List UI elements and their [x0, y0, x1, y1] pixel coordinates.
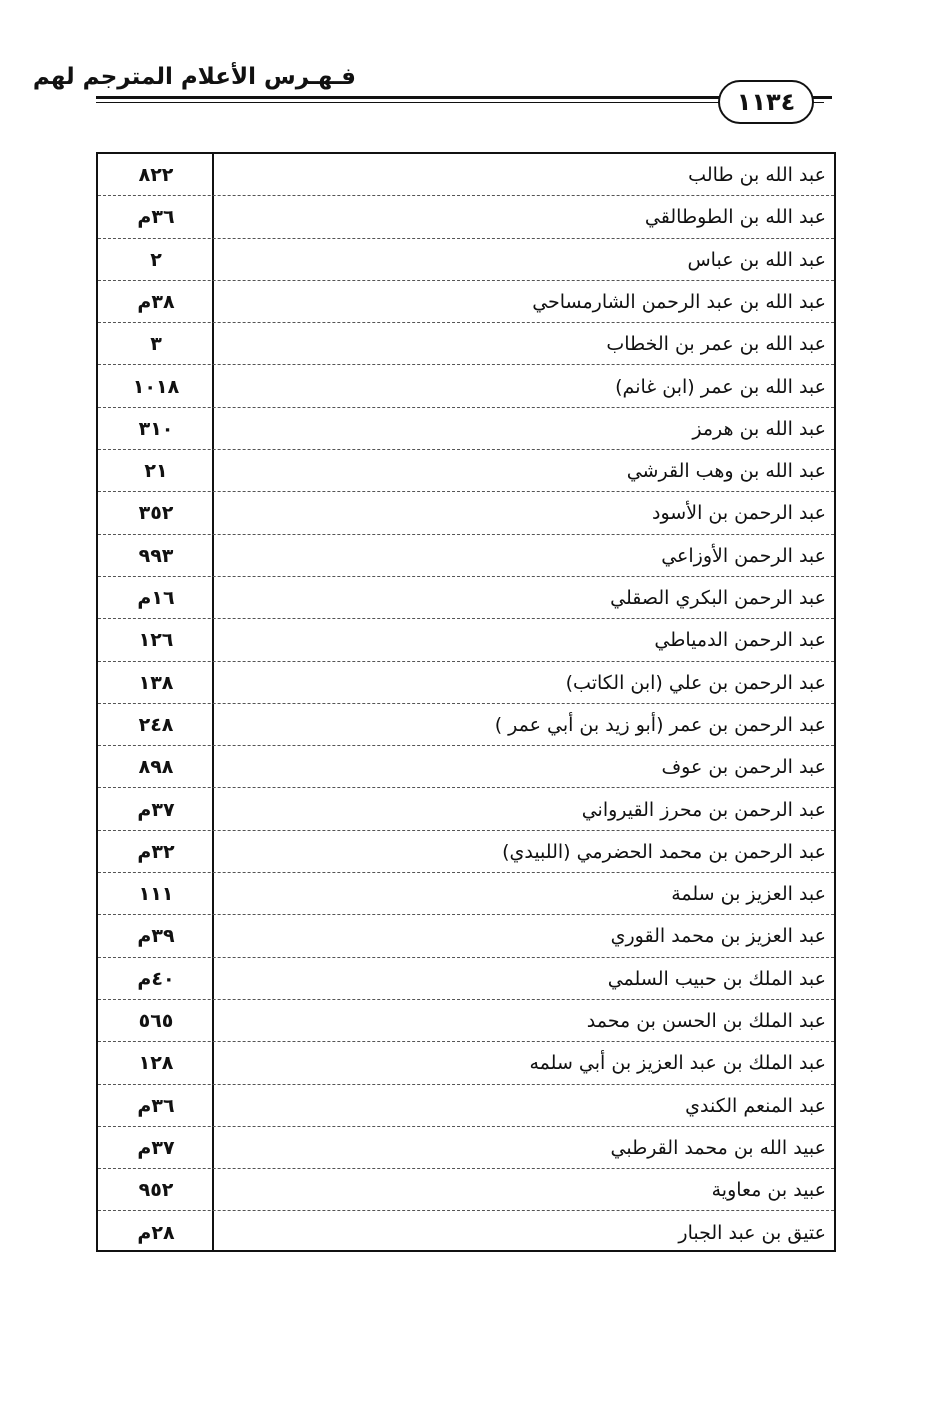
- entry-page: ٢١: [144, 460, 168, 483]
- entry-name: عبد الله بن هرمز: [692, 417, 826, 440]
- entry-name: عبد العزيز بن سلمة: [671, 883, 826, 906]
- table-row: [98, 1169, 834, 1211]
- entry-page: ١٦م: [137, 587, 175, 609]
- header-rule-thin: [96, 102, 728, 103]
- entry-page: ٢٨م: [137, 1221, 175, 1244]
- entry-name: عبد الرحمن بن عمر (أبو زيد بن أبي عمر ): [494, 713, 826, 736]
- table-row: [98, 1127, 834, 1169]
- entry-name: عبد الله بن عبد الرحمن الشارمساحي: [532, 290, 826, 313]
- table-row: [98, 915, 834, 957]
- table-row: [98, 154, 834, 196]
- table-row: [98, 662, 834, 704]
- entry-name: عبيد بن معاوية: [711, 1179, 826, 1202]
- entry-name: عبد الله بن عمر (ابن غانم): [615, 375, 826, 398]
- entry-page: ١٠١٨: [132, 375, 180, 398]
- table-row: [98, 281, 834, 323]
- entry-page: ٣٨م: [137, 290, 175, 313]
- table-row: [98, 1000, 834, 1042]
- entry-name: عبد الرحمن بن الأسود: [652, 502, 826, 525]
- header-rule: [96, 96, 728, 99]
- entry-page: ٣١٠: [138, 417, 174, 440]
- table-row: [98, 873, 834, 915]
- table-row: [98, 958, 834, 1000]
- table-row: [98, 704, 834, 746]
- entry-name: عبد العزيز بن محمد القوري: [610, 925, 826, 948]
- table-row: [98, 1042, 834, 1084]
- entry-name: عبد الرحمن الأوزاعي: [661, 544, 826, 567]
- entry-page: ٥٦٥: [138, 1010, 174, 1032]
- entry-name: عبد الرحمن بن محمد الحضرمي (اللبيدي): [502, 840, 826, 863]
- entry-name: عبد الرحمن بن محرز القيرواني: [581, 798, 826, 821]
- table-row: [98, 746, 834, 788]
- entry-name: عبيد الله بن محمد القرطبي: [610, 1136, 826, 1159]
- table-row: [98, 831, 834, 873]
- entry-name: عبد الله بن وهب القرشي: [626, 460, 826, 483]
- entry-page: ٣٦م: [137, 1094, 175, 1117]
- entry-page: ٨٢٢: [138, 164, 174, 186]
- entry-page: ٣٦م: [137, 206, 175, 229]
- entry-page: ٩٥٢: [138, 1179, 174, 1202]
- table-row: [98, 492, 834, 534]
- entry-page: ١٢٦: [138, 629, 174, 652]
- table-row: [98, 196, 834, 238]
- entry-name: عبد الرحمن الدمياطي: [654, 629, 826, 652]
- table-row: [98, 239, 834, 281]
- table-row: [98, 619, 834, 661]
- entry-page: ٤٠م: [137, 967, 175, 990]
- entry-page: ٣٩م: [137, 925, 175, 948]
- entry-page: ٩٩٣: [138, 544, 174, 567]
- entry-name: عبد الرحمن البكري الصقلي: [610, 587, 826, 609]
- entry-page: ٣٧م: [137, 1136, 175, 1159]
- index-table: [96, 152, 836, 1252]
- table-row: [98, 408, 834, 450]
- entry-page: ٨٩٨: [138, 756, 174, 779]
- table-row: [98, 535, 834, 577]
- table-row: [98, 450, 834, 492]
- running-title: فـهـرس الأعلام المترجم لهم: [32, 64, 356, 90]
- table-row: [98, 1085, 834, 1127]
- entry-page: ٣: [150, 333, 162, 356]
- table-row: [98, 577, 834, 619]
- entry-name: عبد المنعم الكندي: [685, 1094, 826, 1117]
- table-row: [98, 323, 834, 365]
- entry-page: ٣٥٢: [138, 502, 174, 525]
- entry-name: عتيق بن عبد الجبار: [678, 1221, 826, 1244]
- entry-name: عبد الله بن عباس: [687, 248, 826, 271]
- entry-name: عبد الله بن الطوطالقي: [644, 206, 826, 229]
- table-row: [98, 789, 834, 831]
- entry-name: عبد الرحمن بن عوف: [661, 756, 826, 779]
- entry-page: ٣٧م: [137, 798, 175, 821]
- entry-page: ١١١: [138, 883, 174, 906]
- table-row: [98, 366, 834, 408]
- entry-page: ٣٢م: [137, 840, 175, 863]
- entry-page: ٢٤٨: [138, 713, 174, 736]
- entry-name: عبد الملك بن عبد العزيز بن أبي سلمه: [529, 1052, 826, 1075]
- entry-page: ٢: [150, 248, 162, 271]
- page-header: [0, 0, 939, 140]
- entry-name: عبد الملك بن الحسن بن محمد: [586, 1010, 826, 1032]
- page-number: ١١٣٤: [718, 80, 814, 124]
- entry-page: ١٣٨: [138, 671, 174, 694]
- entry-name: عبد الله بن عمر بن الخطاب: [606, 333, 826, 356]
- table-row: [98, 1212, 834, 1254]
- entry-page: ١٢٨: [138, 1052, 174, 1075]
- entry-name: عبد الملك بن حبيب السلمي: [607, 967, 826, 990]
- entry-name: عبد الرحمن بن علي (ابن الكاتب): [565, 671, 826, 694]
- entry-name: عبد الله بن طالب: [688, 164, 826, 186]
